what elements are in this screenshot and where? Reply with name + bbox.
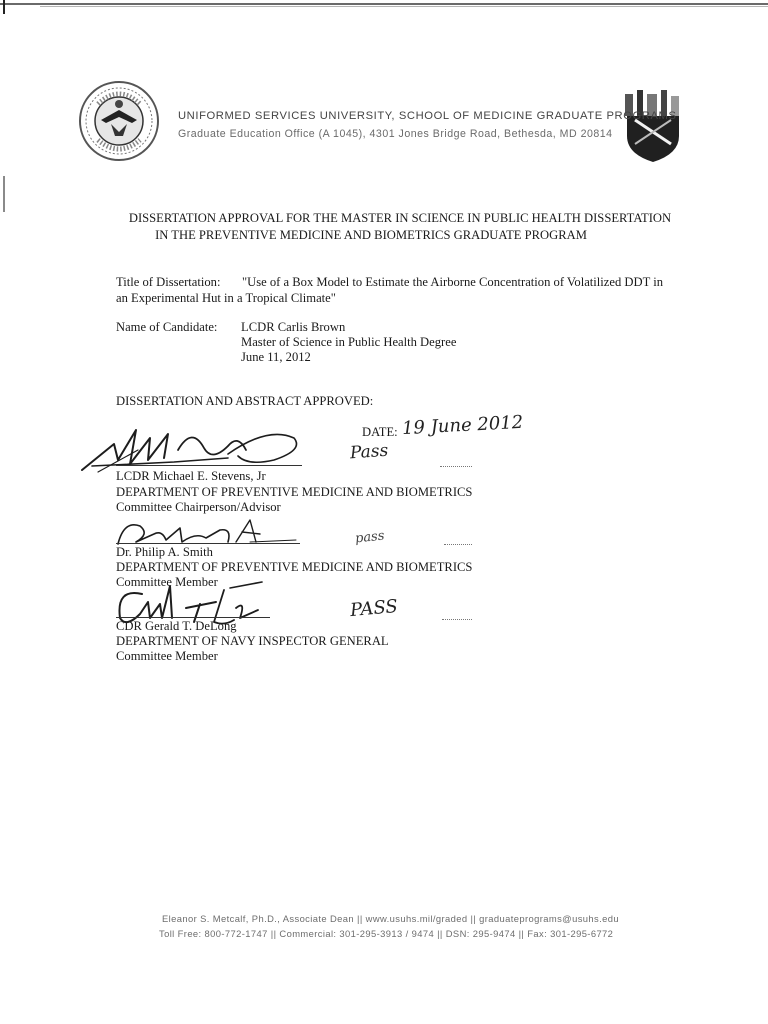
committee-mark-3: PASS: [349, 595, 399, 622]
committee-department-3: DEPARTMENT OF NAVY INSPECTOR GENERAL: [116, 634, 389, 648]
scan-edge-mark: [3, 0, 5, 14]
scan-top-rule: [0, 3, 768, 5]
committee-mark-1: Pass: [349, 440, 389, 464]
institution-name: UNIFORMED SERVICES UNIVERSITY, SCHOOL OF MEDICINE GRADUATE PROGRAMS: [178, 110, 677, 122]
committee-mark-2: pass: [354, 528, 386, 547]
mark-line-3: [442, 619, 472, 620]
candidate-date: June 11, 2012: [241, 350, 311, 364]
candidate-degree: Master of Science in Public Health Degree: [241, 335, 457, 349]
dissertation-title-line-1: "Use of a Box Model to Estimate the Airborne Concentration of Volatilized DDT in: [242, 275, 664, 289]
footer-contact-line-1: Eleanor S. Metcalf, Ph.D., Associate Dean || www.usuhs.mil/graded || graduateprograms@usuhs.edu: [162, 913, 619, 924]
mark-line-2: [444, 544, 472, 545]
approval-date-handwritten: 19 June 2012: [401, 411, 524, 440]
institution-address: Graduate Education Office (A 1045), 4301 Jones Bridge Road, Bethesda, MD 20814: [178, 128, 613, 140]
signature-line-3: [116, 617, 270, 618]
signature-line-2: [116, 543, 300, 544]
mark-line-1: [440, 466, 472, 467]
dissertation-title-label: Title of Dissertation:: [116, 275, 221, 289]
committee-department-2: DEPARTMENT OF PREVENTIVE MEDICINE AND BIOMETRICS: [116, 560, 473, 574]
dod-seal-icon: [78, 80, 160, 162]
candidate-label: Name of Candidate:: [116, 320, 218, 334]
scan-margin-mark: [3, 176, 5, 212]
committee-department-1: DEPARTMENT OF PREVENTIVE MEDICINE AND BIOMETRICS: [116, 485, 473, 499]
committee-role-2: Committee Member: [116, 575, 218, 589]
candidate-name: LCDR Carlis Brown: [241, 320, 346, 334]
committee-name-1: LCDR Michael E. Stevens, Jr: [116, 469, 266, 483]
document-title-line-1: DISSERTATION APPROVAL FOR THE MASTER IN SCIENCE IN PUBLIC HEALTH DISSERTATION: [128, 211, 672, 225]
footer-contact-line-2: Toll Free: 800-772-1747 || Commercial: 301-295-3913 / 9474 || DSN: 295-9474 || Fax: 301-295-6772: [159, 928, 614, 939]
approval-heading: DISSERTATION AND ABSTRACT APPROVED:: [116, 394, 374, 408]
signature-stevens: [78, 420, 308, 476]
usuhs-shield-icon: [619, 86, 687, 164]
signature-line-1: [116, 465, 302, 466]
approval-date-label: DATE:: [362, 425, 398, 439]
committee-role-1: Committee Chairperson/Advisor: [116, 500, 281, 514]
scan-top-rule-secondary: [40, 6, 768, 7]
document-title-line-2: IN THE PREVENTIVE MEDICINE AND BIOMETRICS GRADUATE PROGRAM: [155, 228, 587, 242]
committee-role-3: Committee Member: [116, 649, 218, 663]
dissertation-title-line-2: an Experimental Hut in a Tropical Climate": [116, 291, 336, 305]
committee-name-3: CDR Gerald T. DeLong: [116, 619, 237, 633]
committee-name-2: Dr. Philip A. Smith: [116, 545, 213, 559]
